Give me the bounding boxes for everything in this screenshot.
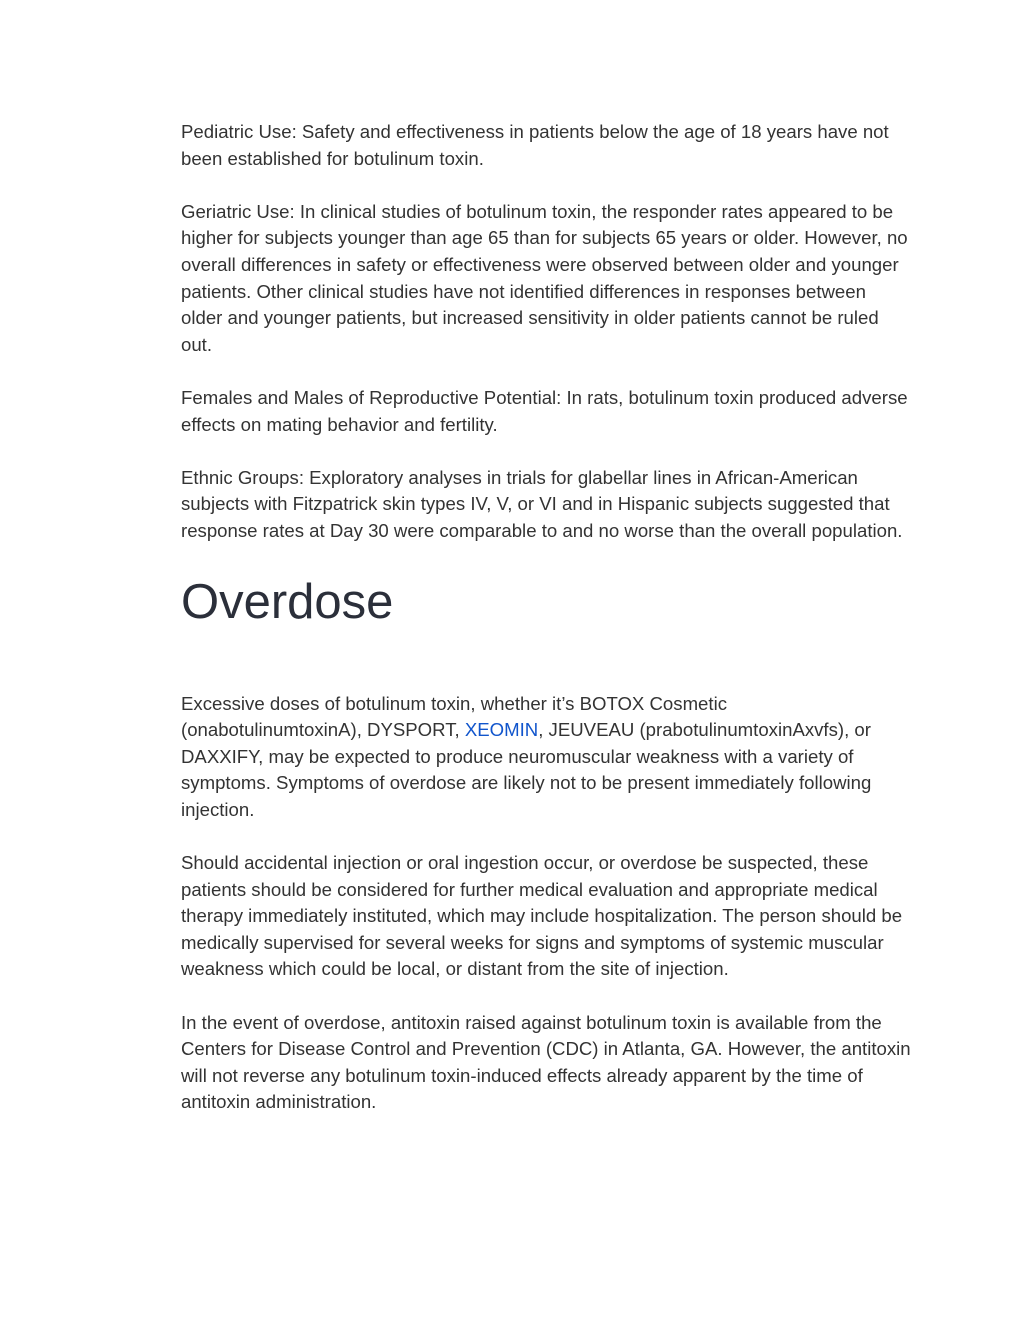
- overdose-p1-text-after: , JEUVEAU (prabotulinumtoxinAxvfs), or DAXXIFY, may be expected to produce neuromuscular weakness with a variety of symptoms. Symptoms of overdose are likely not to be present immediately following injection.: [181, 719, 872, 820]
- ethnic-groups-paragraph: Ethnic Groups: Exploratory analyses in trials for glabellar lines in African-American subjects with Fitzpatrick skin types IV, V, or VI and in Hispanic subjects suggested that response rates at Day 30 were comparable to and no worse than the overall population.: [181, 466, 903, 541]
- document-page: [181, 119, 911, 1116]
- overdose-p1-text-before: Excessive doses of botulinum toxin, whether it’s BOTOX Cosmetic (onabotulinumtoxinA), DYSPORT,: [181, 692, 727, 741]
- overdose-paragraph-1: [181, 691, 911, 824]
- pediatric-use-paragraph: Pediatric Use: Safety and effectiveness in patients below the age of 18 years have not been established for botulinum toxin.: [181, 121, 889, 169]
- overdose-heading: Overdose: [181, 574, 394, 629]
- xeomin-link[interactable]: XEOMIN: [464, 719, 539, 741]
- reproductive-potential-paragraph: Females and Males of Reproductive Potential: In rats, botulinum toxin produced adverse effects on mating behavior and fertility.: [181, 386, 908, 435]
- geriatric-use-paragraph: Geriatric Use: In clinical studies of botulinum toxin, the responder rates appeared to be higher for subjects younger than age 65 than for subjects 65 years or older. However, no overall differences in safety or effectiveness were observed between older and younger patients. Other clinical studies have not identified differences in responses between older and younger patients, but increased sensitivity in older patients cannot be ruled out.: [181, 200, 908, 355]
- overdose-paragraph-3: In the event of overdose, antitoxin raised against botulinum toxin is available from the Centers for Disease Control and Prevention (CDC) in Atlanta, GA. However, the antitoxin will not reverse any botulinum toxin-induced effects already apparent by the time of antitoxin administration.: [181, 1011, 911, 1113]
- overdose-paragraph-2: Should accidental injection or oral ingestion occur, or overdose be suspected, these patients should be considered for further medical evaluation and appropriate medical therapy immediately instituted, which may include hospitalization. The person should be medically supervised for several weeks for signs and symptoms of systemic muscular weakness which could be local, or distant from the site of injection.: [181, 852, 903, 980]
